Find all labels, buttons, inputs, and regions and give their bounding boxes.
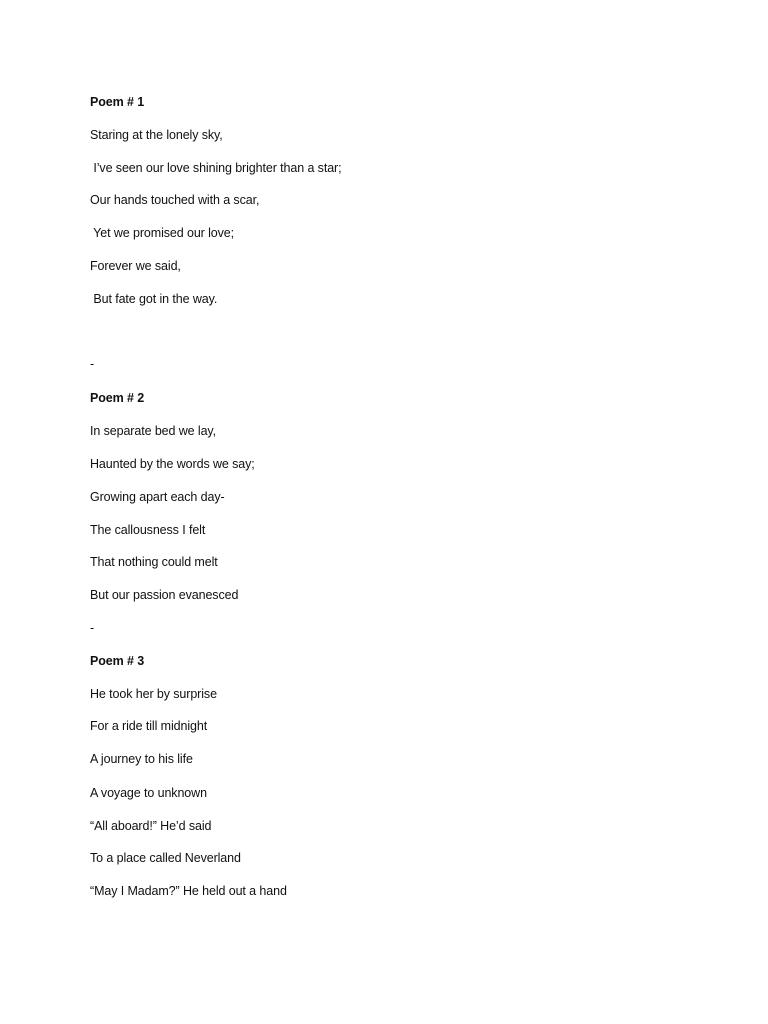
poem-1-line-4: Yet we promised our love; bbox=[90, 226, 235, 240]
poem-2-title: Poem # 2 bbox=[90, 391, 145, 405]
poem-2-line-1: In separate bed we lay, bbox=[90, 424, 217, 438]
poem-1-line-3: Our hands touched with a scar, bbox=[90, 193, 260, 207]
poem-2-line-4: The callousness I felt bbox=[90, 523, 206, 537]
poem-2-line-5: That nothing could melt bbox=[90, 555, 218, 569]
poem-3-line-7: “May I Madam?” He held out a hand bbox=[90, 884, 287, 898]
poem-3-line-2: For a ride till midnight bbox=[90, 719, 208, 733]
poem-2-line-3: Growing apart each day- bbox=[90, 490, 225, 504]
poem-1-line-2: I’ve seen our love shining brighter than a star; bbox=[90, 161, 342, 175]
poem-1-title: Poem # 1 bbox=[90, 95, 145, 109]
poem-1-line-6: But fate got in the way. bbox=[90, 292, 218, 306]
poem-3-line-3: A journey to his life bbox=[90, 752, 193, 766]
separator-1: - bbox=[90, 357, 95, 371]
poem-1-line-5: Forever we said, bbox=[90, 259, 181, 273]
separator-2: - bbox=[90, 621, 95, 635]
poem-2-line-6: But our passion evanesced bbox=[90, 588, 239, 602]
poem-2-line-2: Haunted by the words we say; bbox=[90, 457, 255, 471]
poem-3-line-1: He took her by surprise bbox=[90, 687, 217, 701]
poem-3-line-5: “All aboard!” He’d said bbox=[90, 819, 212, 833]
poem-3-line-6: To a place called Neverland bbox=[90, 851, 241, 865]
poem-3-title: Poem # 3 bbox=[90, 654, 145, 668]
poem-3-line-4: A voyage to unknown bbox=[90, 786, 207, 800]
poem-1-line-1: Staring at the lonely sky, bbox=[90, 128, 223, 142]
